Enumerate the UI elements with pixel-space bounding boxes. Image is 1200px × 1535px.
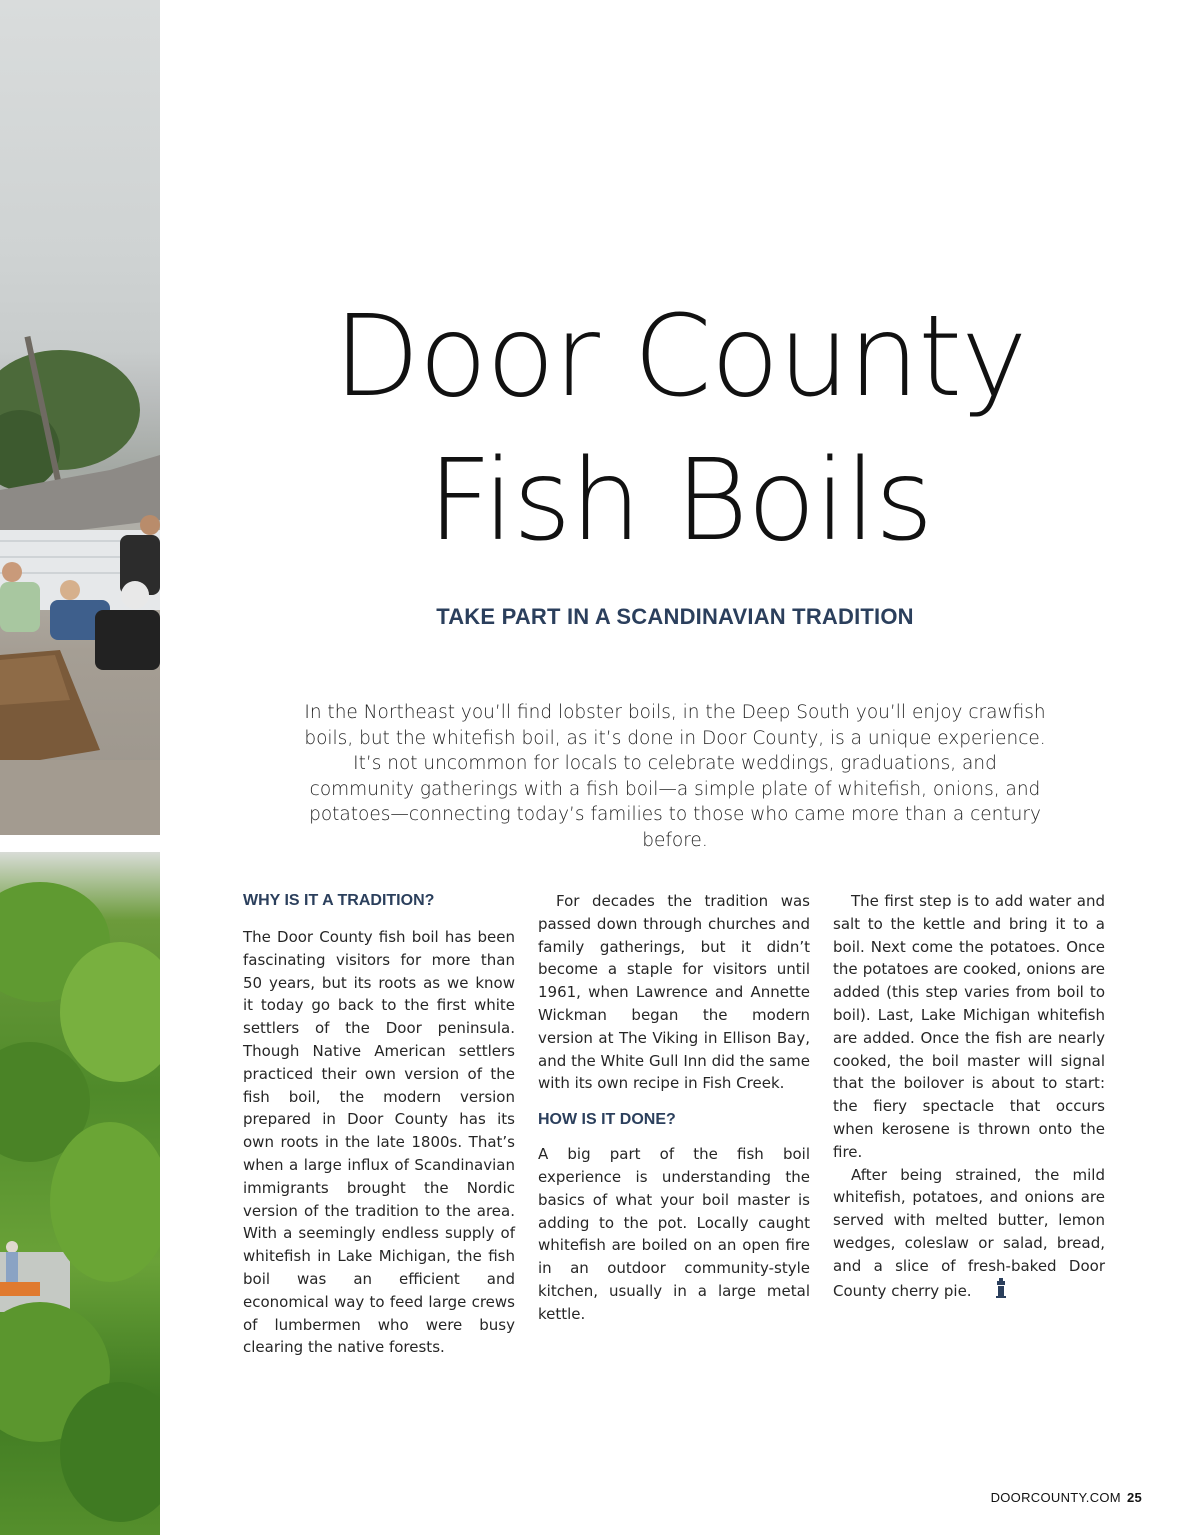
section-heading-why: WHY IS IT A TRADITION? [243,892,435,909]
title-line-2: Fish Boils [427,436,933,566]
why-paragraph-2: For decades the tradition was passed down through churches and family gatherings, but it didn’t become a staple for visitors until 1961, when Lawrence and Annette Wickman began the modern version at The Viking in Ellison Bay, and the White Gull Inn did the same with its own recipe in Fish Creek. [538,892,810,1093]
trees-illustration [0,852,160,1535]
why-paragraph-1: The Door County fish boil has been fascinating visitors for more than 50 years, but its roots as we know it today go back to the first white settlers of the Door peninsula. Though Native American settlers practiced their own version of the fish boil, the modern version prepared in Door County has its own roots in the late 1800s. That’s when a large influx of Scandinavian immigrants brought the Nordic version of the tradition to the area. With a seemingly endless supply of whitefish in Lake Michigan, the fish boil was an efficient and economical way to feed large crews of lumbermen who were busy clearing the native forests. [243,928,515,1357]
intro-paragraph: In the Northeast you’ll find lobster boils, in the Deep South you’ll enjoy crawfish boils, but the whitefish boil, as it’s done in Door County, is a unique experience. It’s not uncommon for locals to celebrate weddings, graduations, and community gatherings with a fish boil—a simple plate of whitefish, onions, and potatoes—connecting today’s families to those who came more than a century before. [304,702,1046,851]
article-body [243,890,1105,1359]
page-footer [991,1490,1142,1505]
how-paragraph-3 [833,1164,1105,1305]
page-number: 25 [1126,1490,1142,1505]
lighthouse-icon [976,1278,1008,1305]
footer-site: DOORCOUNTY.COM [990,1490,1121,1505]
photo-illustration [0,0,160,835]
how-paragraph-2: The first step is to add water and salt to the kettle and bring it to a boil. Next come the potatoes. Once the potatoes are cooked, onions are added (this step varies from boil to boil). Last, Lake Michigan whitefish are added. Once the fish are nearly cooked, the boil master will signal that the boilover is about to start: the fiery spectacle that occurs when kerosene is thrown onto the fire. [833,892,1105,1161]
column-1 [243,890,515,1359]
title-line-1: Door County [333,292,1027,422]
article-subtitle: TAKE PART IN A SCANDINAVIAN TRADITION [436,604,914,629]
column-2 [538,890,810,1359]
column-3 [833,890,1105,1359]
how-paragraph-1: A big part of the fish boil experience is understanding the basics of what your boil master is adding to the pot. Locally caught whitefish are boiled on an open fire in an outdoor community-style kitchen, usually in a large metal kettle. [538,1145,810,1323]
trees-photo [0,852,160,1535]
article-title [210,285,1150,573]
how-paragraph-3-text: After being strained, the mild whitefish, potatoes, and onions are served with melted butter, lemon wedges, coleslaw or salad, bread, and a slice of fresh-baked Door County cherry pie. [833,1165,1105,1300]
section-heading-how: HOW IS IT DONE? [538,1111,676,1129]
fish-boil-crowd-photo [0,0,160,835]
